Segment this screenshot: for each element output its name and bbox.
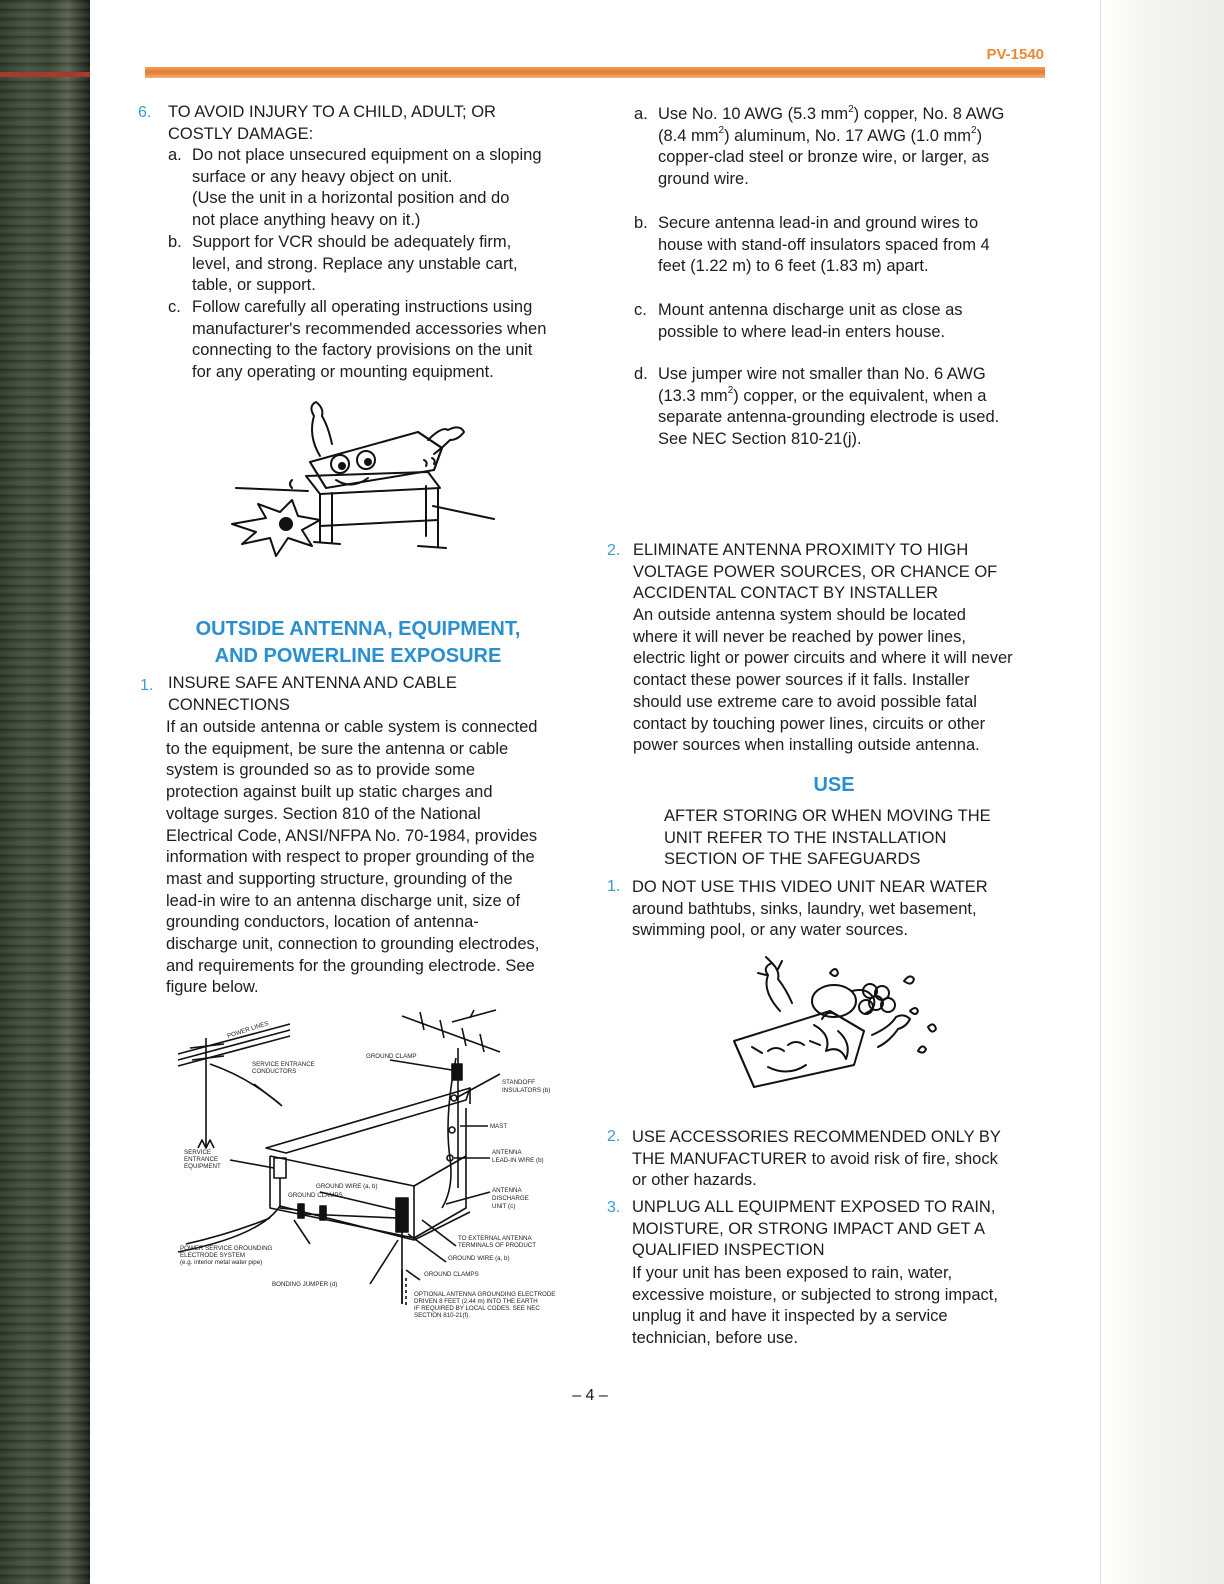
label-standoff: STANDOFF [502,1079,535,1086]
item6-a-text: Do not place unsecured equipment on a sloping surface or any heavy object on unit. (Use the unit in a horizontal position and do not place anything heavy on it.) [192,146,542,230]
svg-text:ELECTRODE SYSTEM: ELECTRODE SYSTEM [180,1252,245,1259]
label-lead-in: ANTENNA [492,1149,522,1156]
label-optional-electrode: OPTIONAL ANTENNA GROUNDING ELECTRODE [414,1291,556,1298]
item6-b-text: Support for VCR should be adequately firm, level, and strong. Replace any unstable cart, table, or support. [192,233,518,295]
label-service-equipment: SERVICE [184,1149,212,1156]
binding-spine [0,0,90,1584]
label-bonding-jumper: BONDING JUMPER (d) [272,1281,338,1288]
section-heading-outside-antenna: OUTSIDE ANTENNA, EQUIPMENT, AND POWERLINE EXPOSURE [195,618,521,667]
item6-c-letter: c. [168,298,181,316]
right-d-letter: d. [634,365,648,383]
model-number: PV-1540 [986,46,1044,63]
item6-b-letter: b. [168,233,182,251]
item2-number: 2. [607,542,621,559]
label-ground-wire-top: GROUND WIRE (a, b) [316,1183,378,1190]
label-mast: MAST [490,1123,508,1130]
right-a-text: Use No. 10 AWG (5.3 $mm^2$) copper, No. 8 AWG (8.4 $mm^2$) aluminum, No. 17 AWG (1.0 $mm^2$) copper-clad steel or bronze wire, or larger, as ground wire. [658,103,1005,189]
svg-text:DRIVEN 8 FEET (2.44 m) INTO TH: DRIVEN 8 FEET (2.44 m) INTO THE EARTH [414,1298,538,1305]
svg-text:(e.g. interior metal water pip: (e.g. interior metal water pipe) [180,1259,263,1266]
right-b-text: Secure antenna lead-in and ground wires to house with stand-off insulators spaced from 4 feet (1.22 m) to 6 feet (1.83 m) apart. [658,214,990,276]
right-c-letter: c. [634,301,647,319]
svg-text:SECTION 810-21(f).: SECTION 810-21(f). [414,1312,471,1319]
svg-text:ENTRANCE: ENTRANCE [184,1156,219,1163]
label-power-grounding: POWER SERVICE GROUNDING [180,1245,273,1252]
unstable-stand-illustration [228,396,498,571]
use1-number: 1. [607,878,621,895]
label-ground-wire-bottom: GROUND WIRE (a, b) [448,1255,510,1262]
use3-title: UNPLUG ALL EQUIPMENT EXPOSED TO RAIN, MOISTURE, OR STRONG IMPACT AND GET A QUALIFIED INSPECTION [632,1198,996,1260]
svg-text:DISCHARGE: DISCHARGE [492,1195,529,1202]
label-external-terminals: TO EXTERNAL ANTENNA [458,1235,532,1242]
label-ground-clamp: GROUND CLAMP [366,1053,417,1060]
svg-text:UNIT (c): UNIT (c) [492,1203,516,1210]
use2-number: 2. [607,1128,621,1145]
use1-text: DO NOT USE THIS VIDEO UNIT NEAR WATER around bathtubs, sinks, laundry, wet basement, swimming pool, or any water sources. [632,878,988,940]
right-a-letter: a. [634,105,648,123]
header-rule [145,67,1045,78]
item1-number: 1. [140,677,154,694]
svg-text:LEAD-IN WIRE (b): LEAD-IN WIRE (b) [492,1157,544,1164]
use2-text: USE ACCESSORIES RECOMMENDED ONLY BY THE MANUFACTURER to avoid risk of fire, shock or other hazards. [632,1128,1001,1190]
item1-title: INSURE SAFE ANTENNA AND CABLE CONNECTIONS [168,674,457,714]
use-intro: AFTER STORING OR WHEN MOVING THE UNIT REFER TO THE INSTALLATION SECTION OF THE SAFEGUARDS [664,807,991,869]
svg-text:IF REQUIRED BY LOCAL CODES. SE: IF REQUIRED BY LOCAL CODES. SEE NEC [414,1305,540,1312]
label-ground-clamps-left: GROUND CLAMPS [288,1192,343,1199]
label-discharge-unit: ANTENNA [492,1187,522,1194]
item2-body: An outside antenna system should be located where it will never be reached by power lines, electric light or power circuits and where it will never contact these power sources if it falls. Installer should use extreme care to avoid possible fatal contact by touching power lines, circuits or other power sources when installing outside antenna. [633,606,1013,755]
page-number: – 4 – [572,1387,608,1404]
right-c-text: Mount antenna discharge unit as close as possible to where lead-in enters house. [658,301,963,341]
item6-title: TO AVOID INJURY TO A CHILD, ADULT; OR COSTLY DAMAGE: [168,103,496,143]
right-b-letter: b. [634,214,648,232]
item6-number: 6. [138,104,152,121]
right-d-text: Use jumper wire not smaller than No. 6 AWG (13.3 $mm^2$) copper, or the equivalent, when a separate antenna-grounding electrode is used. See NEC Section 810-21(j). [658,365,1000,449]
item2-title: ELIMINATE ANTENNA PROXIMITY TO HIGH VOLTAGE POWER SOURCES, OR CHANCE OF ACCIDENTAL CONTACT BY INSTALLER [633,541,998,603]
svg-text:INSULATORS (b): INSULATORS (b) [502,1087,551,1094]
svg-text:CONDUCTORS: CONDUCTORS [252,1068,297,1075]
use3-body: If your unit has been exposed to rain, water, excessive moisture, or subjected to strong impact, unplug it and have it inspected by a service technician, before use. [632,1264,998,1348]
page-edge [1100,0,1224,1584]
item6-c-text: Follow carefully all operating instructions using manufacturer's recommended accessories when connecting to the factory provisions on the unit for any operating or mounting equipment. [192,298,547,382]
label-ground-clamps-bottom: GROUND CLAMPS [424,1271,479,1278]
svg-text:EQUIPMENT: EQUIPMENT [184,1163,221,1170]
antenna-grounding-diagram [170,1008,580,1328]
label-service-conductors: SERVICE ENTRANCE [252,1061,315,1068]
item1-body: If an outside antenna or cable system is connected to the equipment, be sure the antenna or cable system is grounded so as to provide some protection against built up static charges and voltage surges. Section 810 of the National Electrical Code, ANSI/NFPA No. 70-1984, provides information with respect to proper grounding of the mast and supporting structure, grounding of the lead-in wire to an antenna discharge unit, size of grounding conductors, location of antenna- discharge unit, connection to grounding electrodes, and requirements for the grounding electrode. See figure below. [166,718,540,997]
use3-number: 3. [607,1199,621,1216]
item6-a-letter: a. [168,146,182,164]
svg-text:TERMINALS OF PRODUCT: TERMINALS OF PRODUCT [458,1242,537,1249]
spine-red-stripe [0,72,90,77]
use-heading: USE [813,774,855,796]
water-splash-illustration [722,955,962,1095]
label-power-lines: POWER LINES [226,1019,270,1040]
